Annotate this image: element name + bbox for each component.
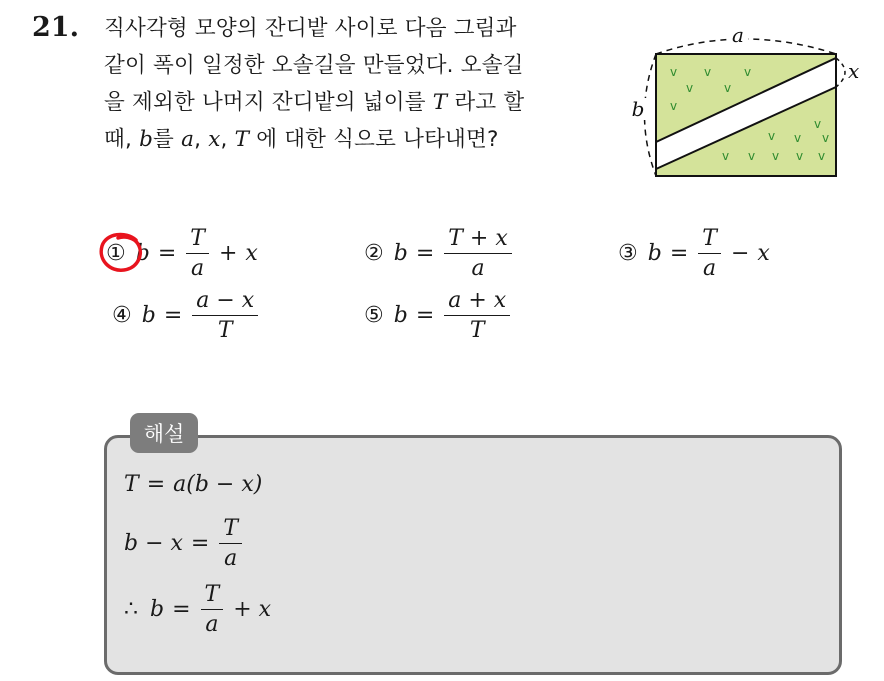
question-line: 직사각형 모양의 잔디밭 사이로 다음 그림과 [104, 16, 517, 41]
numerator: T [186, 226, 209, 254]
math-op: = [669, 241, 689, 267]
math-var: x [245, 241, 258, 267]
option-number: ③ [618, 241, 638, 267]
var-a: a [181, 127, 195, 152]
math-op: = [157, 241, 177, 267]
answer-circle-icon [96, 230, 148, 276]
denominator: a [191, 256, 205, 282]
solution-line-2 [124, 516, 244, 572]
label-a: a [732, 24, 744, 47]
solution-line-1 [124, 472, 262, 497]
math-var: x [757, 241, 770, 267]
question-line [104, 84, 614, 121]
fraction [444, 226, 512, 282]
option-5[interactable] [364, 288, 512, 344]
var-b: b [139, 127, 154, 152]
numerator: T [698, 226, 721, 254]
math-var: b [150, 597, 165, 623]
solution-line-3 [124, 582, 271, 638]
grass-mark: v [670, 99, 678, 113]
var-T: T [234, 127, 250, 152]
numerator: T + x [444, 226, 512, 254]
math-var: b [393, 241, 408, 267]
grass-mark: v [686, 81, 694, 95]
math-expr: + x [233, 597, 272, 623]
option-3[interactable] [618, 226, 770, 282]
numerator: a + x [444, 288, 510, 316]
option-2[interactable] [364, 226, 514, 282]
question-fragment: 라고 할 [454, 90, 525, 115]
var-x: x [208, 127, 221, 152]
grass-mark: v [722, 149, 730, 163]
var-T: T [432, 90, 448, 115]
question-line [104, 121, 614, 158]
math-var: b [141, 303, 156, 329]
label-b: b [631, 97, 645, 121]
solution-tab: 해설 [130, 413, 198, 453]
fraction [698, 226, 721, 282]
grass-mark: v [822, 131, 830, 145]
question-line: 같이 폭이 일정한 오솔길을 만들었다. 오솔길 [104, 53, 524, 78]
grass-mark: v [670, 65, 678, 79]
question-fragment: 에 대한 식으로 나타내면? [256, 127, 499, 152]
question-text [104, 10, 614, 158]
numerator: T [219, 516, 242, 544]
math-op: = [190, 531, 210, 557]
grass-mark: v [772, 149, 780, 163]
grass-mark: v [814, 117, 822, 131]
dim-line-x [836, 58, 845, 87]
option-number: ④ [112, 303, 132, 329]
math-op: − [730, 241, 750, 267]
math-var: b [393, 303, 408, 329]
grass-mark: v [818, 149, 826, 163]
comma: , [220, 127, 228, 152]
fraction [201, 582, 224, 638]
denominator: T [469, 318, 485, 344]
question-number: 21. [32, 12, 79, 43]
math-op: = [415, 241, 435, 267]
math-var: b [647, 241, 662, 267]
question-fragment: 때, [104, 127, 133, 152]
denominator: a [224, 546, 238, 572]
grass-mark: v [724, 81, 732, 95]
numerator: a − x [192, 288, 258, 316]
option-formula [394, 288, 512, 344]
question-fragment: 를 [153, 127, 175, 152]
denominator: a [205, 612, 219, 638]
option-formula [142, 288, 260, 344]
denominator: a [471, 256, 485, 282]
grass-mark: v [796, 149, 804, 163]
math-op: = [146, 472, 166, 497]
math-op: + [218, 241, 238, 267]
fraction [186, 226, 209, 282]
math-var: b [135, 241, 150, 267]
denominator: T [217, 318, 233, 344]
grass-mark: v [768, 129, 776, 143]
grass-mark: v [748, 149, 756, 163]
option-number: ① [106, 241, 126, 267]
lawn-diagram [628, 24, 868, 184]
math-op: = [415, 303, 435, 329]
fraction [444, 288, 510, 344]
therefore-symbol: ∴ [124, 597, 138, 623]
question-fragment: 을 제외한 나머지 잔디밭의 넓이를 [104, 90, 426, 115]
math-op: = [172, 597, 191, 623]
option-number: ⑤ [364, 303, 384, 329]
math-op: = [163, 303, 183, 329]
numerator: T [201, 582, 224, 610]
math-var: T [124, 472, 139, 497]
grass-mark: v [744, 65, 752, 79]
math-expr: b − x [124, 531, 183, 557]
option-4[interactable] [112, 288, 260, 344]
grass-mark: v [704, 65, 712, 79]
fraction [192, 288, 258, 344]
label-x: x [848, 59, 860, 83]
comma: , [194, 127, 202, 152]
option-formula [394, 226, 514, 282]
math-expr: a(b − x) [173, 472, 263, 497]
fraction [219, 516, 242, 572]
denominator: a [703, 256, 717, 282]
option-number: ② [364, 241, 384, 267]
option-formula [136, 226, 258, 282]
grass-mark: v [794, 131, 802, 145]
option-formula [648, 226, 770, 282]
